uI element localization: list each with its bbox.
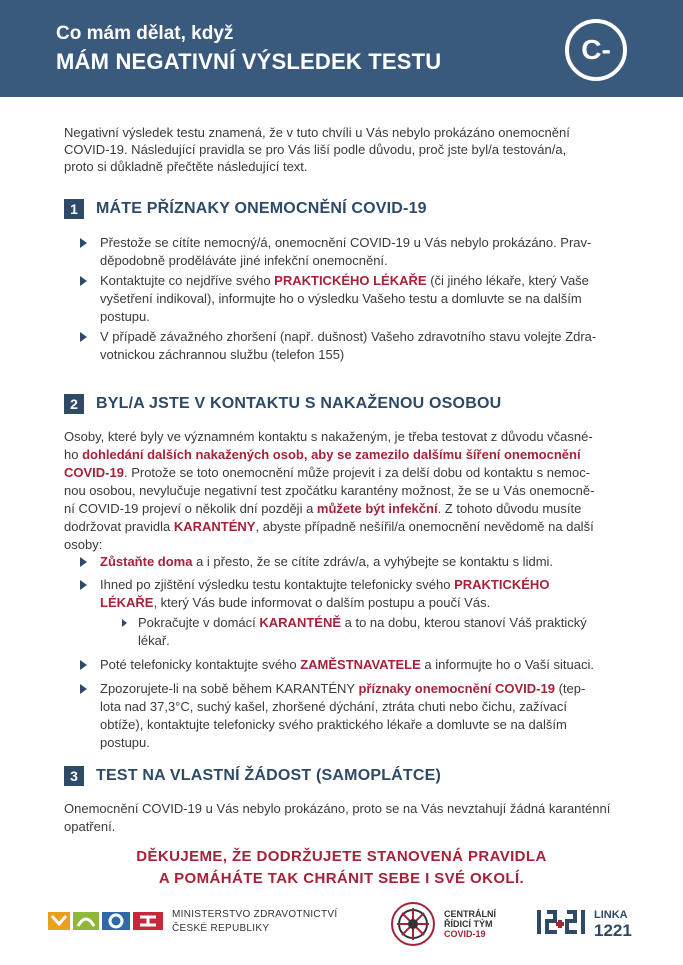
highlight-text: dohledání dalších nakažených osob, aby se zamezilo dalšímu šíření onemocnění — [82, 447, 581, 462]
highlight-text: COVID-19 — [64, 465, 124, 480]
text: . Z tohoto důvodu musíte — [437, 501, 582, 516]
footer — [0, 896, 683, 956]
highlight-text: PRAKTICKÉHO LÉKAŘE — [274, 273, 427, 288]
intro-line: COVID-19. Následující pravidla se pro Vás liší podle důvodu, proč jste byl/a testován/a, — [64, 142, 567, 157]
triangle-bullet-icon — [80, 684, 87, 694]
bullet-line — [100, 553, 620, 571]
bullet-line: votnickou záchrannou službu (telefon 155) — [100, 347, 345, 362]
text: ho — [64, 447, 83, 462]
para-line: Onemocnění COVID-19 u Vás nebylo prokázáno, proto se na Vás nevztahují žádná karanténní — [64, 801, 611, 816]
section-number: 2 — [64, 394, 84, 414]
text: . Protože se toto onemocnění může projevit i za delší dobu od kontaktu s nemoc- — [123, 465, 591, 480]
text: Kontaktujte co nejdříve svého — [100, 273, 275, 288]
crest-icon — [390, 900, 436, 948]
section-number: 1 — [64, 199, 84, 219]
section-1-heading — [64, 199, 427, 219]
intro-line: Negativní výsledek testu znamená, že v tuto chvíli u Vás nebylo prokázáno onemocnění — [64, 125, 570, 140]
text: (či jiného lékaře, který Vaše — [426, 273, 589, 288]
bullet-line: děpodobně proděláváte jiné infekční onemocnění. — [100, 253, 388, 268]
triangle-bullet-icon — [80, 276, 87, 286]
text: (tep- — [554, 681, 586, 696]
bullet-line: lékař. — [138, 633, 170, 648]
ministry-name-line: MINISTERSTVO ZDRAVOTNICTVÍ — [172, 909, 338, 920]
text: Pokračujte v domácí — [138, 615, 260, 630]
triangle-bullet-icon — [80, 332, 87, 342]
thanks-line: A POMÁHÁTE TAK CHRÁNIT SEBE I SVÉ OKOLÍ. — [158, 870, 525, 887]
text: Ihned po zjištění výsledku testu kontaktujte telefonicky svého — [100, 577, 455, 592]
text: a informujte ho o Vaší situaci. — [420, 657, 594, 672]
para-line: opatření. — [64, 819, 116, 834]
para-line: nou osobou, nevylučuje negativní test zpočátku karantény možnost, že se u Vás onemocně- — [64, 483, 595, 498]
bullet-line — [138, 614, 620, 632]
highlight-text: KARANTÉNY — [173, 519, 256, 534]
bullet-line: lota nad 37,3°C, suchý kašel, zhoršené dýchání, ztráta chuti nebo čichu, zažívací — [100, 699, 567, 714]
text: ní COVID-19 projeví o několik dní později a — [64, 501, 317, 516]
para-line — [64, 500, 620, 518]
section-2-heading — [64, 394, 501, 414]
highlight-text: PRAKTICKÉHO — [454, 577, 550, 592]
text: dodržovat pravidla — [64, 519, 174, 534]
triangle-bullet-icon — [80, 660, 87, 670]
text: a i přesto, že se cítíte zdráv/a, a vyhýbejte se kontaktu s lidmi. — [192, 554, 554, 569]
section-title: TEST NA VLASTNÍ ŽÁDOST (SAMOPLÁTCE) — [96, 767, 442, 784]
triangle-bullet-icon — [80, 557, 87, 567]
hotline-number: 1221 — [594, 921, 632, 940]
text: Zpozorujete-li na sobě během KARANTÉNY — [100, 681, 359, 696]
bullet-item — [80, 656, 620, 674]
bullet-line: Přestože se cítíte nemocný/á, onemocnění COVID-19 u Vás nebylo prokázáno. Prav- — [100, 235, 592, 250]
bullet-line — [100, 680, 620, 698]
highlight-text: příznaky onemocnění COVID-19 — [358, 681, 555, 696]
ministry-name-line: ČESKÉ REPUBLIKY — [172, 923, 270, 934]
section-2-paragraph — [64, 428, 620, 554]
bullet-line: obtíže), kontaktujte telefonicky svého praktického lékaře a domluvte se na dalším — [100, 717, 567, 732]
bullet-line — [100, 594, 620, 612]
text: , abyste případně nešířil/a onemocnění nevědomě na další — [255, 519, 594, 534]
bullet-line: postupu. — [100, 735, 150, 750]
intro-line: proto si důkladně přečtěte následující text. — [64, 159, 308, 174]
thanks-line: DĚKUJEME, ŽE DODRŽUJETE STANOVENÁ PRAVIDLA — [136, 848, 547, 865]
sub-bullet-item — [122, 614, 620, 650]
negative-badge: C- — [565, 19, 627, 81]
triangle-bullet-icon — [122, 619, 127, 627]
crisis-team-line: CENTRÁLNÍ — [444, 909, 496, 919]
para-line — [64, 464, 620, 482]
para-line — [64, 446, 620, 464]
para-line — [64, 518, 620, 536]
hotline-logo-icon — [536, 906, 588, 938]
header-subtitle: Co mám dělat, když — [56, 23, 234, 44]
header-title: MÁM NEGATIVNÍ VÝSLEDEK TESTU — [56, 49, 442, 74]
section-number: 3 — [64, 766, 84, 786]
bullet-item — [80, 553, 620, 571]
hotline-label-line: LINKA — [594, 909, 628, 921]
text: , který Vás bude informovat o dalším postupu a poučí Vás. — [153, 595, 491, 610]
bullet-line — [100, 576, 620, 594]
ministry-name — [172, 908, 337, 936]
crisis-team-line: ŘÍDICÍ TÝM — [444, 919, 493, 929]
bullet-line: V případě závažného zhoršení (např. dušnost) Vašeho zdravotního stavu volejte Zdra- — [100, 329, 597, 344]
bullet-item — [80, 234, 620, 270]
text: a to na dobu, kterou stanoví Váš praktický — [341, 615, 587, 630]
highlight-text: LÉKAŘE — [100, 595, 154, 610]
highlight-text: můžete být infekční — [316, 501, 438, 516]
bullet-line — [100, 272, 620, 290]
intro-paragraph — [64, 124, 620, 175]
bullet-item — [80, 680, 620, 752]
triangle-bullet-icon — [80, 580, 87, 590]
bullet-item — [80, 328, 620, 364]
bullet-line: vyšetření indikoval), informujte ho o výsledku Vašeho testu a domluvte se na dalším — [100, 291, 582, 306]
triangle-bullet-icon — [80, 238, 87, 248]
section-3-heading — [64, 766, 441, 786]
bullet-line: postupu. — [100, 309, 150, 324]
hotline-label — [594, 908, 632, 940]
bullet-item — [80, 576, 620, 612]
section-3-paragraph — [64, 800, 620, 836]
highlight-text: Zůstaňte doma — [100, 554, 193, 569]
highlight-text: ZAMĚSTNAVATELE — [300, 657, 421, 672]
bullet-line — [100, 656, 620, 674]
highlight-text: KARANTÉNĚ — [259, 615, 342, 630]
section-title: BYL/A JSTE V KONTAKTU S NAKAŽENOU OSOBOU — [96, 395, 502, 412]
section-title: MÁTE PŘÍZNAKY ONEMOCNĚNÍ COVID-19 — [96, 200, 427, 217]
para-line: Osoby, které byly ve významném kontaktu s nakaženým, je třeba testovat z důvodu včasné- — [64, 429, 593, 444]
bullet-item — [80, 272, 620, 326]
header-banner — [0, 0, 683, 97]
text: Poté telefonicky kontaktujte svého — [100, 657, 301, 672]
para-line: osoby: — [64, 537, 103, 552]
ministry-logo-icon — [48, 908, 164, 934]
crisis-team-name — [444, 909, 496, 939]
crisis-team-line: COVID-19 — [444, 929, 486, 939]
